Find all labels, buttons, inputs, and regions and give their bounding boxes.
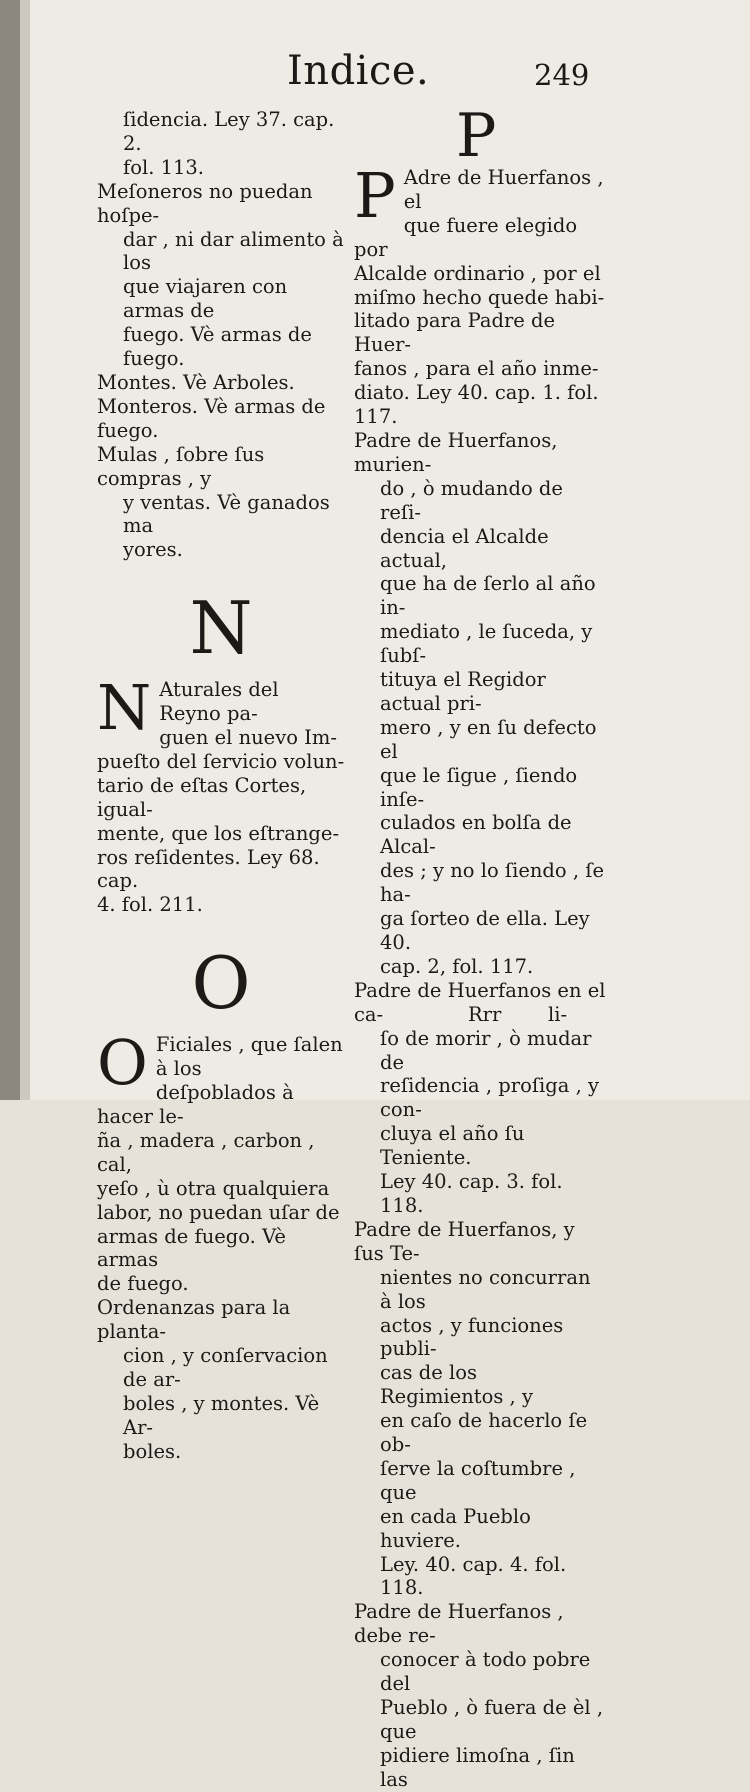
entry-p1-line: fanos , para el año inme- xyxy=(354,357,599,381)
index-entry-line: cas de los Regimientos , y xyxy=(380,1361,533,1409)
right-column xyxy=(354,101,606,1792)
entry-n-line: 4. fol. 211. xyxy=(97,893,203,917)
index-entry-line: Monteros. Vè armas de fuego. xyxy=(97,394,326,442)
index-entry-line: que ha de ſerlo al año in- xyxy=(380,572,596,620)
entry-o-line: armas de fuego. Vè armas xyxy=(97,1224,286,1272)
entry-n-line: Aturales del Reyno pa- xyxy=(159,678,279,726)
entry-o-line: Ficiales , que ſalen à los xyxy=(155,1033,343,1081)
dropcap-n: N xyxy=(97,671,152,745)
dropcap-p: P xyxy=(354,159,396,232)
entry-p1-line: Alcalde ordinario , por el xyxy=(354,261,601,285)
index-entry-line: cap. 2, fol. 117. xyxy=(380,954,534,978)
index-entry-line: que viajaren con armas de xyxy=(123,275,288,323)
section-letter-n: N xyxy=(189,586,253,671)
index-entry-line: tituya el Regidor actual pri- xyxy=(380,668,546,715)
entry-o-line: ña , madera , carbon , cal, xyxy=(97,1128,315,1176)
entry-p1-line: miſmo hecho quede habi- xyxy=(354,285,605,309)
index-entry xyxy=(97,371,345,395)
index-entry xyxy=(354,1218,606,1601)
entry-p1-line: que fuere elegido por xyxy=(354,213,578,261)
index-entry-line: en cada Pueblo huviere. xyxy=(380,1504,531,1552)
index-entry-line: Padre de Huerfanos, murien- xyxy=(354,428,558,476)
entry-p1-line: diato. Ley 40. cap. 1. fol. xyxy=(354,381,599,405)
entry-o-line: deſpoblados à hacer le- xyxy=(97,1081,294,1128)
index-entry-line: reſidencia , proſiga , y con- xyxy=(380,1074,599,1122)
index-entry-line: actos , y funciones publi- xyxy=(380,1313,564,1361)
entry-n-line: ros reſidentes. Ley 68. cap. xyxy=(97,845,320,893)
entry-n-line: pueſto del ſervicio volun- xyxy=(97,749,345,773)
running-title: Indice. xyxy=(287,48,430,94)
binding-shadow xyxy=(20,0,30,1100)
entry-o-line: de fuego. xyxy=(97,1272,189,1296)
signature-mark: Rrr xyxy=(468,1003,502,1026)
section-letter-o: O xyxy=(191,941,251,1026)
index-entry xyxy=(354,1600,606,1791)
index-entry-line: boles , y montes. Vè Ar- xyxy=(123,1391,320,1439)
index-entry-line: ſerve la coſtumbre , que xyxy=(380,1456,576,1504)
index-entry-line: pidiere limoſna , ſin las xyxy=(380,1743,575,1791)
index-entry xyxy=(97,395,345,443)
section-letter-p-spacer xyxy=(354,108,606,148)
index-entry-line: Ley 40. cap. 3. fol. 118. xyxy=(380,1170,563,1217)
index-entry xyxy=(97,443,345,563)
continued-entry-line: fol. 113. xyxy=(123,155,205,179)
index-entry-line: cluya el año ſu Teniente. xyxy=(380,1122,525,1170)
entry-n-line: guen el nuevo Im- xyxy=(159,726,337,750)
entry-ordenanzas xyxy=(97,1296,345,1463)
index-entry-line: Pueblo , ò fuera de èl , que xyxy=(380,1696,604,1743)
entries-m xyxy=(97,180,345,563)
index-entry-line: culados en bolſa de Alcal- xyxy=(380,811,572,859)
index-entry-line: Ordenanzas para la planta- xyxy=(97,1296,291,1344)
index-entry-line: Montes. Vè Arboles. xyxy=(97,370,295,394)
index-entry-line: des ; y no lo ſiendo , ſe ha- xyxy=(380,859,605,907)
section-letter-p: P xyxy=(456,101,497,171)
index-entry-line: y ventas. Vè ganados ma xyxy=(123,490,330,538)
entry-p1 xyxy=(354,159,606,429)
index-entry-line: boles. xyxy=(123,1439,182,1463)
index-entry-line: en caſo de hacerlo ſe ob- xyxy=(380,1409,588,1457)
index-entry-line: Padre de Huerfanos en el ca- xyxy=(354,978,606,1026)
entry-n xyxy=(97,671,345,917)
index-entry-line: Ley. 40. cap. 4. fol. 118. xyxy=(380,1552,567,1600)
page-number: 249 xyxy=(534,58,590,92)
continued-entry xyxy=(97,108,345,180)
entries-p xyxy=(354,429,606,1792)
index-entry xyxy=(354,429,606,979)
index-entry-line: ga ſorteo de ella. Ley 40. xyxy=(380,907,590,954)
entry-o-line: yeſo , ù otra qualquiera xyxy=(97,1176,330,1200)
entry-p1-line: Adre de Huerfanos , el xyxy=(403,166,604,213)
index-entry-line: que le ſigue , ſiendo inſe- xyxy=(380,763,578,811)
index-entry-line: yores. xyxy=(123,538,183,562)
left-column xyxy=(97,108,345,1464)
index-entry-line: dencia el Alcalde actual, xyxy=(380,524,549,572)
index-entry xyxy=(97,180,345,371)
entry-o-line: labor, no puedan uſar de xyxy=(97,1200,340,1224)
index-entry-line: Mulas , ſobre ſus compras , y xyxy=(97,442,265,490)
index-entry-line: cion , y conſervacion de ar- xyxy=(123,1344,328,1391)
entry-p1-line: 117. xyxy=(354,405,398,429)
index-entry-line: dar , ni dar alimento à los xyxy=(123,227,344,275)
index-entry-line: Padre de Huerfanos, y ſus Te- xyxy=(354,1217,575,1265)
index-entry-line: mediato , le ſuceda, y ſubſ- xyxy=(380,620,593,668)
entry-n-line: tario de eſtas Cortes, igual- xyxy=(97,773,307,821)
index-entry-line: conocer à todo pobre del xyxy=(380,1648,591,1696)
index-entry-line: do , ò mudando de reſi- xyxy=(380,476,563,524)
binding-gutter xyxy=(0,0,20,1100)
index-entry-line: nientes no concurran à los xyxy=(380,1265,591,1313)
index-entry xyxy=(97,1296,345,1463)
index-entry-line: ſo de morir , ò mudar de xyxy=(380,1026,592,1074)
dropcap-o: O xyxy=(97,1026,148,1100)
index-entry-line: Padre de Huerfanos , debe re- xyxy=(354,1600,564,1648)
index-entry-line: fuego. Vè armas de fuego. xyxy=(123,323,312,371)
continued-entry-line: ſidencia. Ley 37. cap. 2. xyxy=(123,108,335,155)
entry-n-line: mente, que los eſtrange- xyxy=(97,821,340,845)
entry-p1-line: litado para Padre de Huer- xyxy=(354,309,556,357)
entry-o xyxy=(97,1026,345,1296)
index-entry-line: mero , y en ſu defecto el xyxy=(380,715,597,763)
catchword: li- xyxy=(548,1003,568,1026)
index-entry-line: Meſoneros no puedan hoſpe- xyxy=(97,179,313,227)
